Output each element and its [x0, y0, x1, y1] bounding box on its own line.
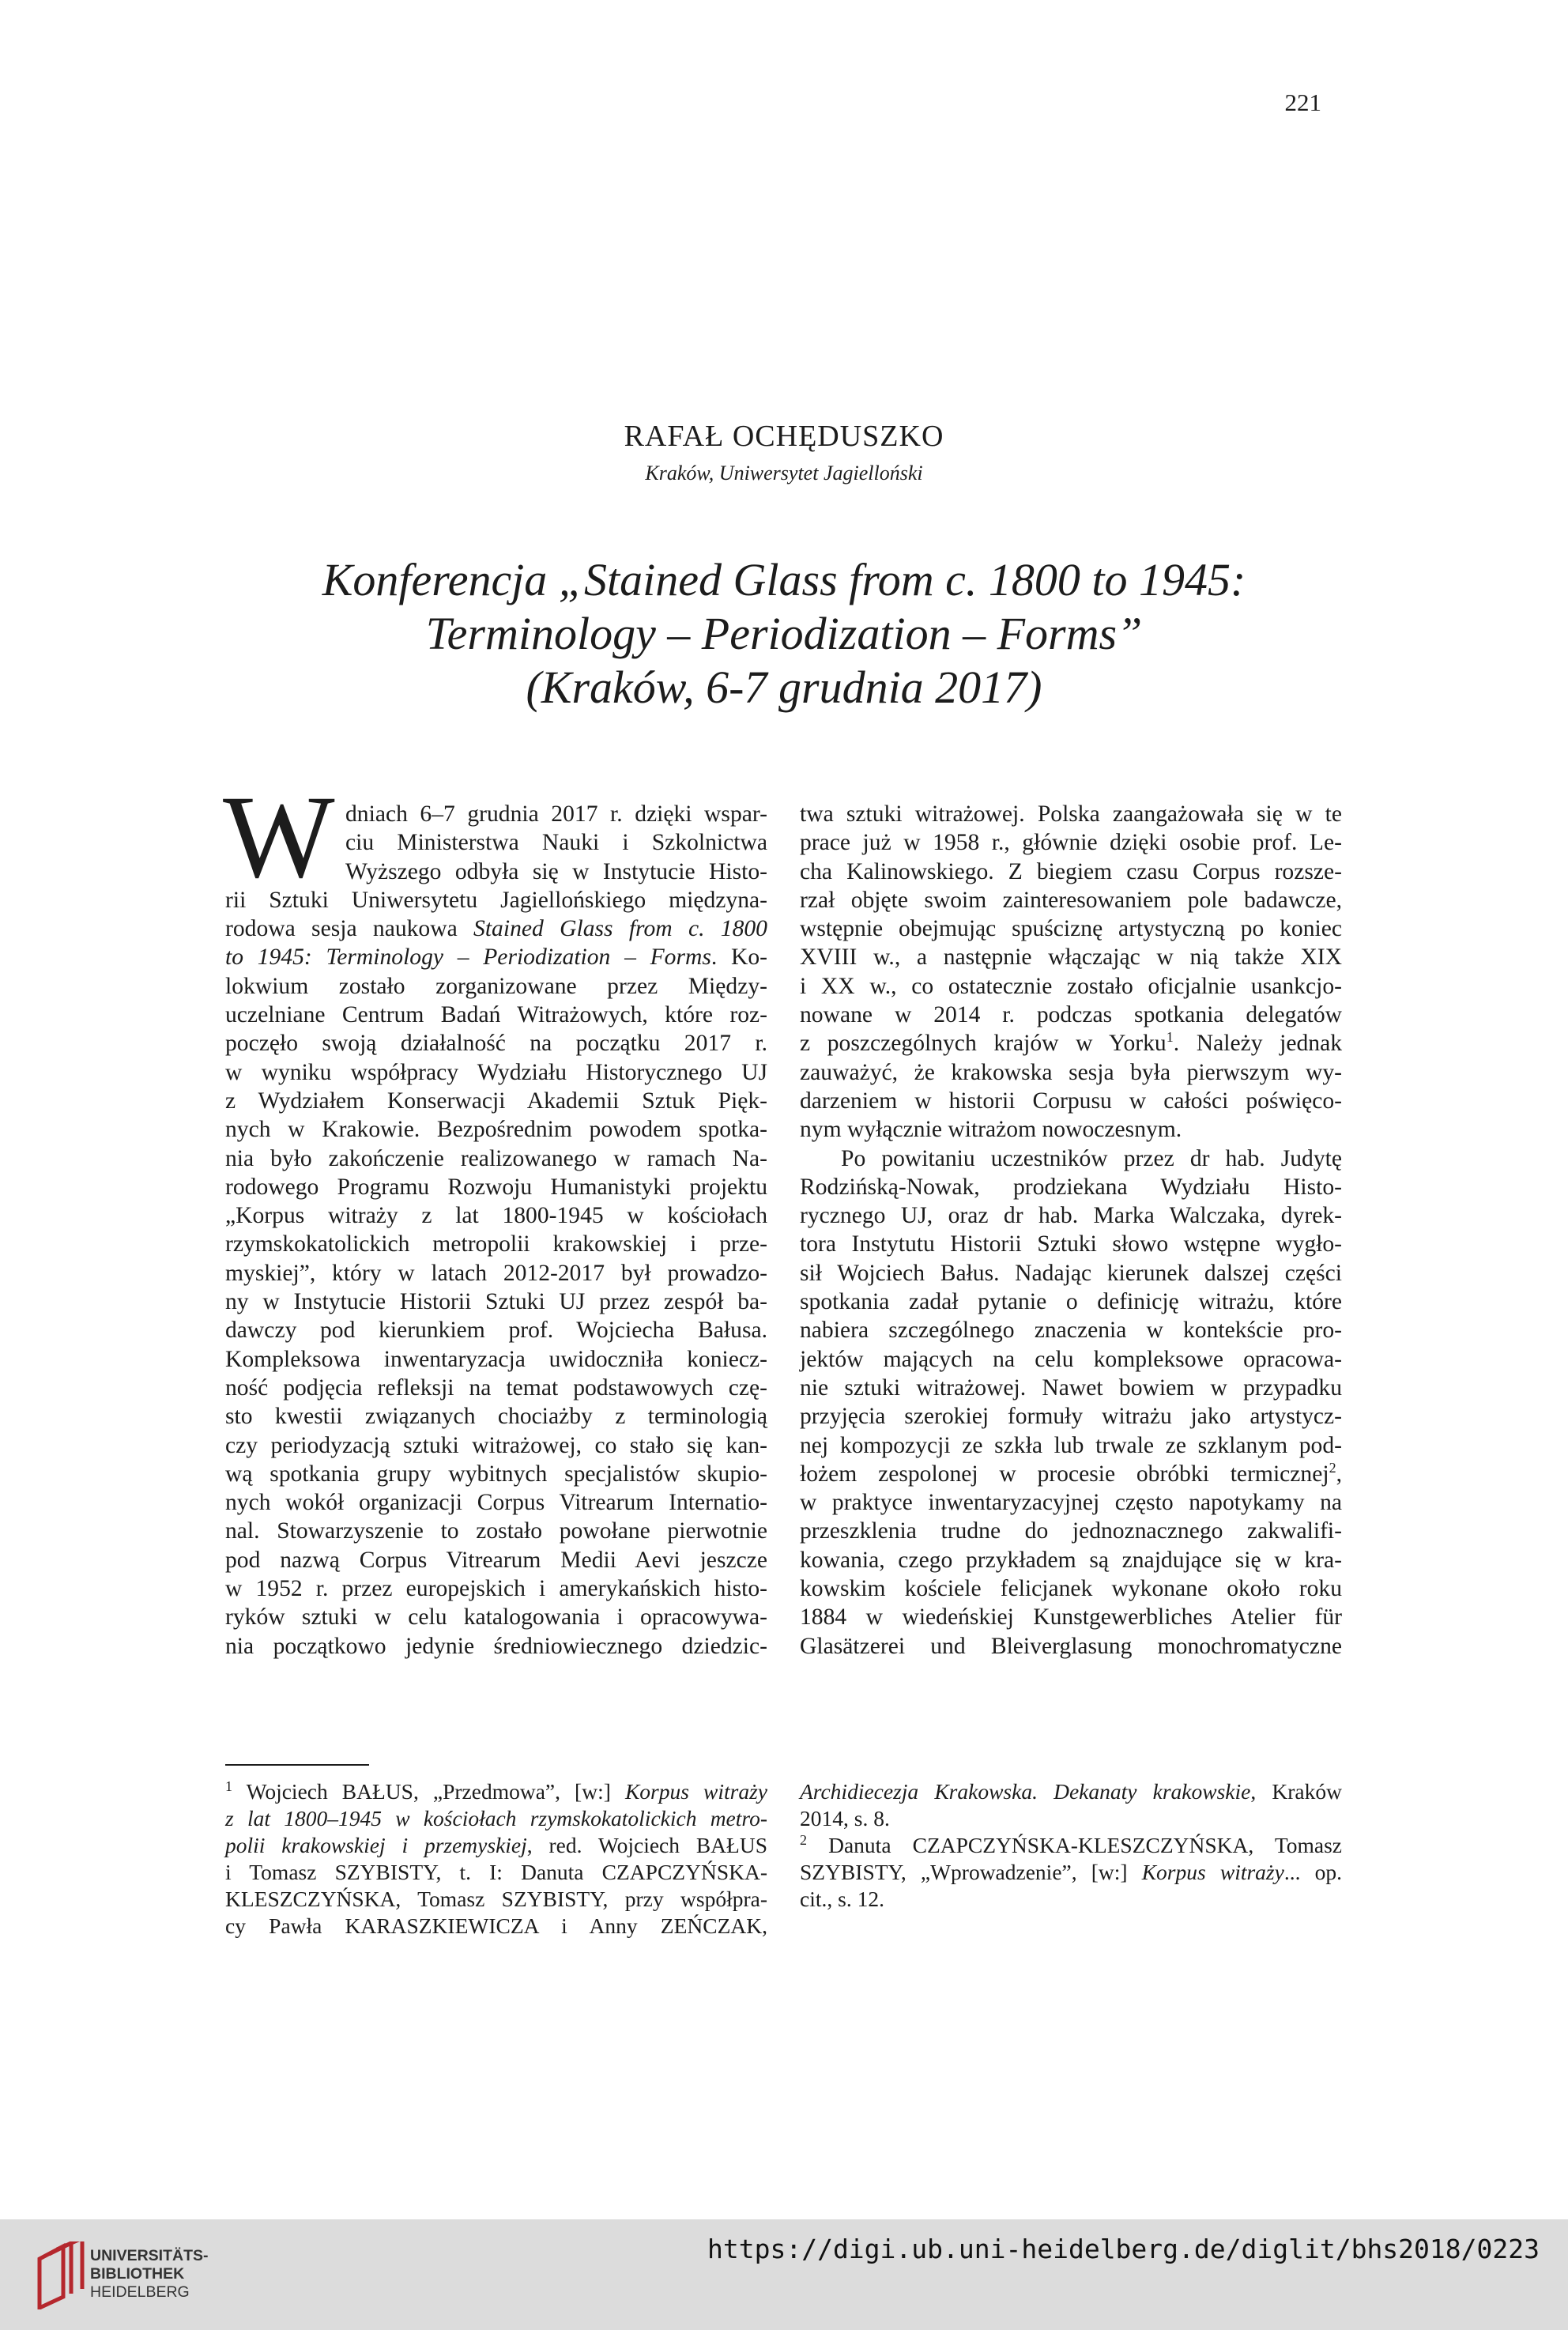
- text-line: nych wokół organizacji Corpus Vitrearum Internatio-: [225, 1490, 767, 1516]
- text-run: . Należy jednak: [1173, 1031, 1343, 1057]
- text-line: tora Instytutu Historii Sztuki słowo wstępne wygło-: [800, 1231, 1342, 1257]
- text-line: ność podjęcia refleksji na temat podstawowych czę-: [225, 1374, 767, 1401]
- author-name: RAFAŁ OCHĘDUSZKO: [624, 420, 944, 453]
- title-line: Konferencja „Stained Glass from c. 1800 to 1945:: [322, 554, 1246, 605]
- footnote-divider: [225, 1764, 369, 1766]
- text-line: 1884 w wiedeńskiej Kunstgewerbliches Atelier für: [800, 1604, 1342, 1631]
- text-line: i XX w., co ostatecznie zostało oficjalnie usankcjo-: [800, 973, 1342, 999]
- text-line: ciu Ministerstwa Nauki i Szkolnictwa: [345, 830, 767, 856]
- text-line: nie sztuki witrażowej. Nawet bowiem w przypadku: [800, 1374, 1342, 1401]
- footnote-line: KLESZCZYŃSKA, Tomasz SZYBISTY, przy współpra-: [225, 1887, 767, 1911]
- library-name-line: HEIDELBERG: [90, 2283, 190, 2301]
- text-run: Wojciech BAŁUS, „Przedmowa”, [w:]: [246, 1779, 625, 1804]
- text-line: rii Sztuki Uniwersytetu Jagiellońskiego międzyna-: [225, 887, 767, 913]
- text-line: nia było zakończenie realizowanego w ramach Na-: [225, 1145, 767, 1171]
- text-run-italic: Korpus witraży: [1141, 1860, 1284, 1884]
- footnote-line: [800, 1832, 1342, 1859]
- text-line: poczęło swoją działalność na początku 2017 r.: [225, 1031, 767, 1057]
- footnote-line: 2014, s. 8.: [800, 1806, 890, 1830]
- text-line: Glasätzerei und Bleiverglasung monochromatyczne: [800, 1633, 1342, 1659]
- text-run: Danuta CZAPCZYŃSKA-KLESZCZYŃSKA, Tomasz: [828, 1833, 1342, 1857]
- text-line: nal. Stowarzyszenie to zostało powołane pierwotnie: [225, 1518, 767, 1544]
- text-line: cha Kalinowskiego. Z biegiem czasu Corpus rozsze-: [800, 858, 1342, 884]
- text-line: „Korpus witraży z lat 1800-1945 w kościołach: [225, 1203, 767, 1229]
- text-line: kowskim kościele felicjanek wykonane około roku: [800, 1576, 1342, 1602]
- text-line: ryków sztuki w celu katalogowania i opracowywa-: [225, 1604, 767, 1631]
- footnote-line: i Tomasz SZYBISTY, t. I: Danuta CZAPCZYŃSKA-: [225, 1860, 767, 1884]
- footnote-ref[interactable]: 1: [1166, 1029, 1174, 1046]
- text-line: dniach 6–7 grudnia 2017 r. dzięki wspar-: [345, 801, 767, 827]
- text-line: lokwium zostało zorganizowane przez Między-: [225, 973, 767, 999]
- text-line: kowania, czego przykładem są znajdujące się w kra-: [800, 1547, 1342, 1573]
- text-run-italic: Archidiecezja Krakowska. Dekanaty krakowskie: [800, 1779, 1251, 1804]
- text-line: [225, 914, 767, 943]
- text-line: rycznego UJ, oraz dr hab. Marka Walczaka, dyrek-: [800, 1203, 1342, 1229]
- footnotes-right: [800, 1778, 1342, 1913]
- text-line: przyjęcia szerokiej formuły witrażu jako artystycz-: [800, 1404, 1342, 1430]
- text-line: w 1952 r. przez europejskich i amerykańskich histo-: [225, 1576, 767, 1602]
- text-line: nia początkowo jedynie średniowiecznego dziedzic-: [225, 1633, 767, 1659]
- text-line: [800, 1029, 1342, 1058]
- footnote-marker: 2: [800, 1831, 807, 1848]
- text-line: Kompleksowa inwentaryzacja uwidoczniła koniecz-: [225, 1346, 767, 1372]
- text-line: Rodzińską-Nowak, prodziekana Wydziału Histo-: [800, 1174, 1342, 1200]
- footnote-line: cit., s. 12.: [800, 1887, 884, 1911]
- text-line: nych w Krakowie. Bezpośrednim powodem spotka-: [225, 1117, 767, 1143]
- text-line: rzał objęte swoim zainteresowaniem pole badawcze,: [800, 887, 1342, 913]
- text-line: myskiej”, który w latach 2012-2017 był prowadzo-: [225, 1260, 767, 1286]
- text-run: SZYBISTY, „Wprowadzenie”, [w:]: [800, 1860, 1142, 1884]
- text-run: . Ko-: [710, 944, 767, 971]
- text-run: rodowa sesja naukowa: [225, 916, 474, 942]
- text-line: wstępnie obejmując spuściznę artystyczną po koniec: [800, 916, 1342, 942]
- text-line: nym wyłącznie witrażom nowoczesnym.: [800, 1117, 1182, 1143]
- text-line: spotkania zadał pytanie o definicję witrażu, które: [800, 1289, 1342, 1315]
- page-number: 221: [1284, 89, 1321, 116]
- library-name-line: UNIVERSITÄTS-: [90, 2247, 209, 2264]
- text-line: uczelniane Centrum Badań Witrażowych, które roz-: [225, 1002, 767, 1028]
- text-run: , Kraków: [1250, 1779, 1342, 1804]
- footnote-ref[interactable]: 2: [1329, 1459, 1336, 1476]
- text-line: wą spotkania grupy wybitnych specjalistów skupio-: [225, 1461, 767, 1487]
- library-name-line: BIBLIOTHEK: [90, 2265, 185, 2283]
- text-run-italic: polii krakowskiej i przemyskiej: [225, 1833, 527, 1857]
- text-line: Wyższego odbyła się w Instytucie Histo-: [345, 858, 767, 884]
- text-run-italic: Korpus witraży: [624, 1779, 767, 1804]
- right-column: [800, 800, 1342, 1661]
- text-line: w praktyce inwentaryzacyjnej często napotykamy na: [800, 1490, 1342, 1516]
- footnote-line: [800, 1778, 1342, 1805]
- text-run-italic: to 1945: Terminology – Periodization – Forms: [225, 944, 711, 971]
- text-line: sto kwestii związanych chociażby z terminologią: [225, 1404, 767, 1430]
- text-run: ,: [1336, 1461, 1342, 1487]
- text-line: XVIII w., a następnie włączając w nią także XIX: [800, 944, 1342, 971]
- author-affiliation: Kraków, Uniwersytet Jagielloński: [645, 462, 923, 484]
- text-line: [800, 1460, 1342, 1488]
- text-line: z Wydziałem Konserwacji Akademii Sztuk Pięk-: [225, 1088, 767, 1114]
- text-line: czy periodyzacją sztuki witrażowej, co stało się kan-: [225, 1432, 767, 1458]
- text-line: sił Wojciech Bałus. Nadając kierunek dalszej części: [800, 1260, 1342, 1286]
- text-line: w wyniku współpracy Wydziału Historycznego UJ: [225, 1059, 767, 1085]
- footnote-line: cy Pawła KARASZKIEWICZA i Anny ZEŃCZAK,: [225, 1913, 767, 1938]
- text-line: darzeniem w historii Corpusu w całości poświęco-: [800, 1088, 1342, 1114]
- library-logo-icon: [35, 2241, 87, 2309]
- text-line: jektów mających na celu kompleksowe opracowa-: [800, 1346, 1342, 1372]
- footnotes-left: [225, 1778, 767, 1940]
- footnote-line: [225, 1778, 767, 1805]
- text-line: dawczy pod kierunkiem prof. Wojciecha Bałusa.: [225, 1318, 767, 1344]
- text-line: [225, 943, 767, 971]
- library-name: [90, 2247, 209, 2302]
- footnote-line: z lat 1800–1945 w kościołach rzymskokatolickich metro-: [225, 1806, 767, 1830]
- title-line: (Kraków, 6-7 grudnia 2017): [526, 662, 1042, 713]
- text-line: rzymskokatolickich metropolii krakowskiej i prze-: [225, 1231, 767, 1257]
- text-line: pod nazwą Corpus Vitrearum Medii Aevi jeszcze: [225, 1547, 767, 1573]
- text-line: Po powitaniu uczestników przez dr hab. Judytę: [841, 1145, 1342, 1171]
- text-line: zauważyć, że krakowska sesja była pierwszym wy-: [800, 1059, 1342, 1085]
- title-line: Terminology – Periodization – Forms”: [425, 608, 1143, 659]
- source-url-link[interactable]: https://digi.ub.uni-heidelberg.de/diglit/bhs2018/0223: [707, 2234, 1540, 2264]
- text-line: nowane w 2014 r. podczas spotkania delegatów: [800, 1002, 1342, 1028]
- text-run: , red. Wojciech BAŁUS: [526, 1833, 767, 1857]
- footnote-marker: 1: [225, 1778, 232, 1794]
- text-run: ... op.: [1283, 1860, 1343, 1884]
- footnote-line: [800, 1859, 1342, 1886]
- article-title: [0, 553, 1568, 714]
- text-line: nej kompozycji ze szkła lub trwale ze szklanym pod-: [800, 1432, 1342, 1458]
- text-run-italic: Stained Glass from c. 1800: [473, 916, 767, 942]
- drop-cap: W: [223, 771, 335, 903]
- text-run: z poszczególnych krajów w Yorku: [800, 1031, 1167, 1057]
- text-line: twa sztuki witrażowej. Polska zaangażowała się w te: [800, 801, 1342, 827]
- text-line: ny w Instytucie Historii Sztuki UJ przez zespół ba-: [225, 1289, 767, 1315]
- footnote-line: [225, 1832, 767, 1859]
- text-run: łożem zespolonej w procesie obróbki termicznej: [800, 1461, 1329, 1487]
- text-line: rodowego Programu Rozwoju Humanistyki projektu: [225, 1174, 767, 1200]
- text-line: prace już w 1958 r., głównie dzięki osobie prof. Le-: [800, 830, 1342, 856]
- text-line: nabiera szczególnego znaczenia w kontekście pro-: [800, 1318, 1342, 1344]
- text-line: przeszklenia trudne do jednoznacznego zakwalifi-: [800, 1518, 1342, 1544]
- left-column: [225, 800, 767, 1661]
